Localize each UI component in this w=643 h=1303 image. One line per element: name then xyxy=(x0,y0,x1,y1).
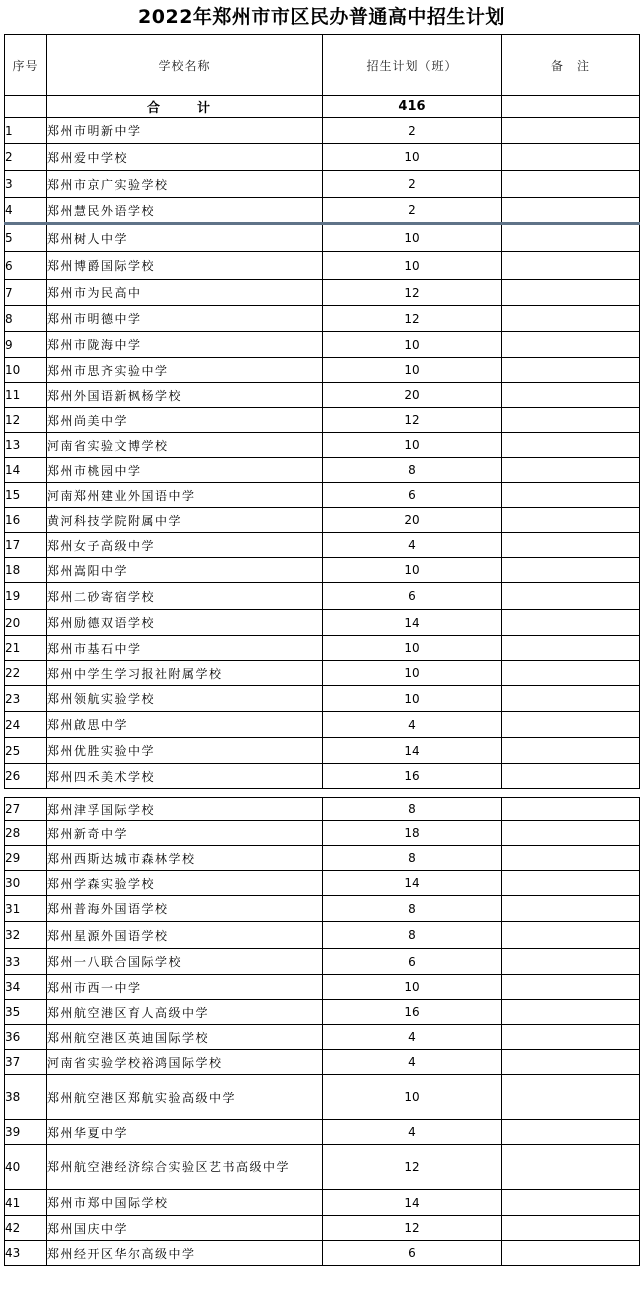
row-index: 35 xyxy=(5,1000,47,1025)
row-index: 15 xyxy=(5,483,47,508)
note-cell xyxy=(502,949,640,975)
school-name: 郑州市陇海中学 xyxy=(47,332,323,358)
row-index: 25 xyxy=(5,738,47,764)
table-row xyxy=(5,433,640,458)
note-cell xyxy=(502,1190,640,1216)
row-index: 7 xyxy=(5,280,47,306)
note-cell xyxy=(502,798,640,821)
row-index: 29 xyxy=(5,846,47,871)
plan-classes: 12 xyxy=(323,306,502,332)
plan-classes: 10 xyxy=(323,975,502,1000)
row-index: 32 xyxy=(5,922,47,949)
school-name: 郑州外国语新枫杨学校 xyxy=(47,383,323,408)
note-cell xyxy=(502,871,640,896)
table-row xyxy=(5,171,640,198)
row-index: 16 xyxy=(5,508,47,533)
note-cell xyxy=(502,583,640,610)
table-row xyxy=(5,871,640,896)
note-cell xyxy=(502,764,640,789)
school-name: 郑州市明德中学 xyxy=(47,306,323,332)
note-cell xyxy=(502,118,640,144)
table-row xyxy=(5,508,640,533)
table-row xyxy=(5,224,640,252)
school-name: 郑州一八联合国际学校 xyxy=(47,949,323,975)
note-cell xyxy=(502,1075,640,1120)
plan-classes: 10 xyxy=(323,433,502,458)
plan-classes: 10 xyxy=(323,1075,502,1120)
plan-classes: 6 xyxy=(323,949,502,975)
row-index: 22 xyxy=(5,661,47,686)
plan-classes: 2 xyxy=(323,118,502,144)
note-cell xyxy=(502,1145,640,1190)
table-row xyxy=(5,949,640,975)
plan-classes: 10 xyxy=(323,252,502,280)
plan-classes: 14 xyxy=(323,610,502,636)
note-cell xyxy=(502,896,640,922)
row-index: 9 xyxy=(5,332,47,358)
plan-classes: 10 xyxy=(323,661,502,686)
plan-classes: 8 xyxy=(323,896,502,922)
table-row xyxy=(5,1145,640,1190)
row-index: 23 xyxy=(5,686,47,712)
table-row xyxy=(5,821,640,846)
note-cell xyxy=(502,433,640,458)
table-row xyxy=(5,306,640,332)
plan-classes: 12 xyxy=(323,280,502,306)
plan-classes: 12 xyxy=(323,1216,502,1241)
note-cell xyxy=(502,712,640,738)
row-index: 27 xyxy=(5,798,47,821)
note-cell xyxy=(502,1241,640,1266)
table-row xyxy=(5,1120,640,1145)
row-index: 33 xyxy=(5,949,47,975)
plan-classes: 4 xyxy=(323,533,502,558)
table-row xyxy=(5,144,640,171)
enrollment-table xyxy=(4,34,640,1266)
school-name: 郑州女子高级中学 xyxy=(47,533,323,558)
table-row xyxy=(5,1216,640,1241)
note-cell xyxy=(502,458,640,483)
school-name: 郑州航空港区郑航实验高级中学 xyxy=(47,1075,323,1120)
table-row xyxy=(5,764,640,789)
row-index: 12 xyxy=(5,408,47,433)
school-name: 郑州尚美中学 xyxy=(47,408,323,433)
table-row xyxy=(5,558,640,583)
school-name: 郑州新奇中学 xyxy=(47,821,323,846)
school-name: 郑州市基石中学 xyxy=(47,636,323,661)
note-cell xyxy=(502,636,640,661)
table-row xyxy=(5,896,640,922)
school-name: 郑州国庆中学 xyxy=(47,1216,323,1241)
total-label: 合 计 xyxy=(47,96,323,118)
note-cell xyxy=(502,332,640,358)
plan-classes: 6 xyxy=(323,483,502,508)
note-cell xyxy=(502,1050,640,1075)
table-row xyxy=(5,798,640,821)
table-row xyxy=(5,1190,640,1216)
note-cell xyxy=(502,922,640,949)
note-cell xyxy=(502,821,640,846)
table-row xyxy=(5,198,640,224)
row-index: 8 xyxy=(5,306,47,332)
plan-classes: 10 xyxy=(323,144,502,171)
note-cell xyxy=(502,280,640,306)
row-index: 3 xyxy=(5,171,47,198)
row-index: 18 xyxy=(5,558,47,583)
table-row xyxy=(5,661,640,686)
school-name: 郑州啟思中学 xyxy=(47,712,323,738)
table-row xyxy=(5,118,640,144)
note-cell xyxy=(502,975,640,1000)
table-row xyxy=(5,1000,640,1025)
plan-classes: 16 xyxy=(323,764,502,789)
table-row xyxy=(5,846,640,871)
total-value: 416 xyxy=(323,96,502,118)
plan-classes: 6 xyxy=(323,583,502,610)
table-row xyxy=(5,712,640,738)
school-name: 河南省实验文博学校 xyxy=(47,433,323,458)
table-header-row xyxy=(5,35,640,96)
table-row xyxy=(5,738,640,764)
note-cell xyxy=(502,358,640,383)
note-cell xyxy=(502,661,640,686)
row-index: 14 xyxy=(5,458,47,483)
note-cell xyxy=(502,198,640,224)
row-index: 11 xyxy=(5,383,47,408)
school-name: 郑州航空港经济综合实验区艺书高级中学 xyxy=(47,1145,323,1190)
row-index: 30 xyxy=(5,871,47,896)
row-index: 24 xyxy=(5,712,47,738)
row-index: 28 xyxy=(5,821,47,846)
plan-classes: 4 xyxy=(323,1050,502,1075)
note-cell xyxy=(502,1025,640,1050)
row-index: 2 xyxy=(5,144,47,171)
school-name: 郑州津孚国际学校 xyxy=(47,798,323,821)
row-index: 13 xyxy=(5,433,47,458)
school-name: 郑州市思齐实验中学 xyxy=(47,358,323,383)
note-cell xyxy=(502,408,640,433)
note-cell xyxy=(502,224,640,252)
row-index: 17 xyxy=(5,533,47,558)
plan-classes: 4 xyxy=(323,1025,502,1050)
page-title: 2022年郑州市市区民办普通高中招生计划 xyxy=(138,6,505,28)
plan-classes: 12 xyxy=(323,408,502,433)
row-index: 4 xyxy=(5,198,47,224)
row-index: 1 xyxy=(5,118,47,144)
plan-classes: 18 xyxy=(323,821,502,846)
plan-classes: 10 xyxy=(323,558,502,583)
school-name: 河南省实验学校裕鸿国际学校 xyxy=(47,1050,323,1075)
plan-classes: 4 xyxy=(323,712,502,738)
school-name: 郑州经开区华尔高级中学 xyxy=(47,1241,323,1266)
plan-classes: 8 xyxy=(323,922,502,949)
school-name: 郑州嵩阳中学 xyxy=(47,558,323,583)
table-body xyxy=(5,96,640,1266)
table-row xyxy=(5,975,640,1000)
plan-classes: 2 xyxy=(323,198,502,224)
plan-classes: 8 xyxy=(323,846,502,871)
note-cell xyxy=(502,144,640,171)
table-row xyxy=(5,1025,640,1050)
row-index: 41 xyxy=(5,1190,47,1216)
header-index: 序号 xyxy=(5,35,47,96)
plan-classes: 10 xyxy=(323,358,502,383)
row-index: 26 xyxy=(5,764,47,789)
table-row xyxy=(5,252,640,280)
row-index: 38 xyxy=(5,1075,47,1120)
table-row xyxy=(5,1050,640,1075)
plan-classes: 16 xyxy=(323,1000,502,1025)
note-cell xyxy=(502,171,640,198)
note-cell xyxy=(502,1216,640,1241)
plan-classes: 4 xyxy=(323,1120,502,1145)
table-row xyxy=(5,922,640,949)
school-name: 郑州市明新中学 xyxy=(47,118,323,144)
school-name: 郑州市京广实验学校 xyxy=(47,171,323,198)
note-cell xyxy=(502,610,640,636)
row-index: 42 xyxy=(5,1216,47,1241)
row-index: 36 xyxy=(5,1025,47,1050)
table-row xyxy=(5,280,640,306)
plan-classes: 2 xyxy=(323,171,502,198)
school-name: 黄河科技学院附属中学 xyxy=(47,508,323,533)
header-plan: 招生计划（班） xyxy=(323,35,502,96)
note-cell xyxy=(502,508,640,533)
row-index: 31 xyxy=(5,896,47,922)
school-name: 郑州慧民外语学校 xyxy=(47,198,323,224)
note-cell xyxy=(502,533,640,558)
note-cell xyxy=(502,558,640,583)
plan-classes: 14 xyxy=(323,871,502,896)
table-row xyxy=(5,583,640,610)
row-index: 6 xyxy=(5,252,47,280)
plan-classes: 10 xyxy=(323,636,502,661)
school-name: 河南郑州建业外国语中学 xyxy=(47,483,323,508)
school-name: 郑州市郑中国际学校 xyxy=(47,1190,323,1216)
plan-classes: 14 xyxy=(323,738,502,764)
table-row xyxy=(5,533,640,558)
table-row xyxy=(5,383,640,408)
row-index: 34 xyxy=(5,975,47,1000)
table-row xyxy=(5,1075,640,1120)
note-cell xyxy=(502,252,640,280)
note-cell xyxy=(502,1000,640,1025)
row-index: 10 xyxy=(5,358,47,383)
school-name: 郑州市为民高中 xyxy=(47,280,323,306)
school-name: 郑州航空港区英迪国际学校 xyxy=(47,1025,323,1050)
school-name: 郑州爱中学校 xyxy=(47,144,323,171)
note-cell xyxy=(502,306,640,332)
school-name: 郑州普海外国语学校 xyxy=(47,896,323,922)
school-name: 郑州四禾美术学校 xyxy=(47,764,323,789)
table-row xyxy=(5,636,640,661)
table-row xyxy=(5,686,640,712)
school-name: 郑州领航实验学校 xyxy=(47,686,323,712)
school-name: 郑州华夏中学 xyxy=(47,1120,323,1145)
school-name: 郑州市西一中学 xyxy=(47,975,323,1000)
plan-classes: 6 xyxy=(323,1241,502,1266)
header-school-name: 学校名称 xyxy=(47,35,323,96)
total-row xyxy=(5,96,640,118)
plan-classes: 10 xyxy=(323,224,502,252)
plan-classes: 12 xyxy=(323,1145,502,1190)
table-row xyxy=(5,483,640,508)
table-row xyxy=(5,610,640,636)
header-note: 备 注 xyxy=(502,35,640,96)
school-name: 郑州星源外国语学校 xyxy=(47,922,323,949)
plan-classes: 8 xyxy=(323,458,502,483)
school-name: 郑州西斯达城市森林学校 xyxy=(47,846,323,871)
plan-classes: 10 xyxy=(323,686,502,712)
plan-classes: 10 xyxy=(323,332,502,358)
school-name: 郑州中学生学习报社附属学校 xyxy=(47,661,323,686)
row-index: 37 xyxy=(5,1050,47,1075)
table-row xyxy=(5,458,640,483)
table-row xyxy=(5,332,640,358)
note-cell xyxy=(502,483,640,508)
note-cell xyxy=(502,738,640,764)
row-index: 21 xyxy=(5,636,47,661)
plan-classes: 14 xyxy=(323,1190,502,1216)
school-name: 郑州励德双语学校 xyxy=(47,610,323,636)
school-name: 郑州博爵国际学校 xyxy=(47,252,323,280)
row-index: 5 xyxy=(5,224,47,252)
plan-classes: 8 xyxy=(323,798,502,821)
table-row xyxy=(5,408,640,433)
row-index: 43 xyxy=(5,1241,47,1266)
school-name: 郑州优胜实验中学 xyxy=(47,738,323,764)
row-index: 40 xyxy=(5,1145,47,1190)
note-cell xyxy=(502,686,640,712)
table-row xyxy=(5,358,640,383)
row-index: 19 xyxy=(5,583,47,610)
school-name: 郑州二砂寄宿学校 xyxy=(47,583,323,610)
row-index: 39 xyxy=(5,1120,47,1145)
note-cell xyxy=(502,1120,640,1145)
note-cell xyxy=(502,383,640,408)
table-row xyxy=(5,1241,640,1266)
plan-classes: 20 xyxy=(323,383,502,408)
row-index: 20 xyxy=(5,610,47,636)
school-name: 郑州学森实验学校 xyxy=(47,871,323,896)
school-name: 郑州航空港区育人高级中学 xyxy=(47,1000,323,1025)
plan-classes: 20 xyxy=(323,508,502,533)
note-cell xyxy=(502,846,640,871)
section-gap xyxy=(5,789,640,798)
school-name: 郑州树人中学 xyxy=(47,224,323,252)
school-name: 郑州市桃园中学 xyxy=(47,458,323,483)
